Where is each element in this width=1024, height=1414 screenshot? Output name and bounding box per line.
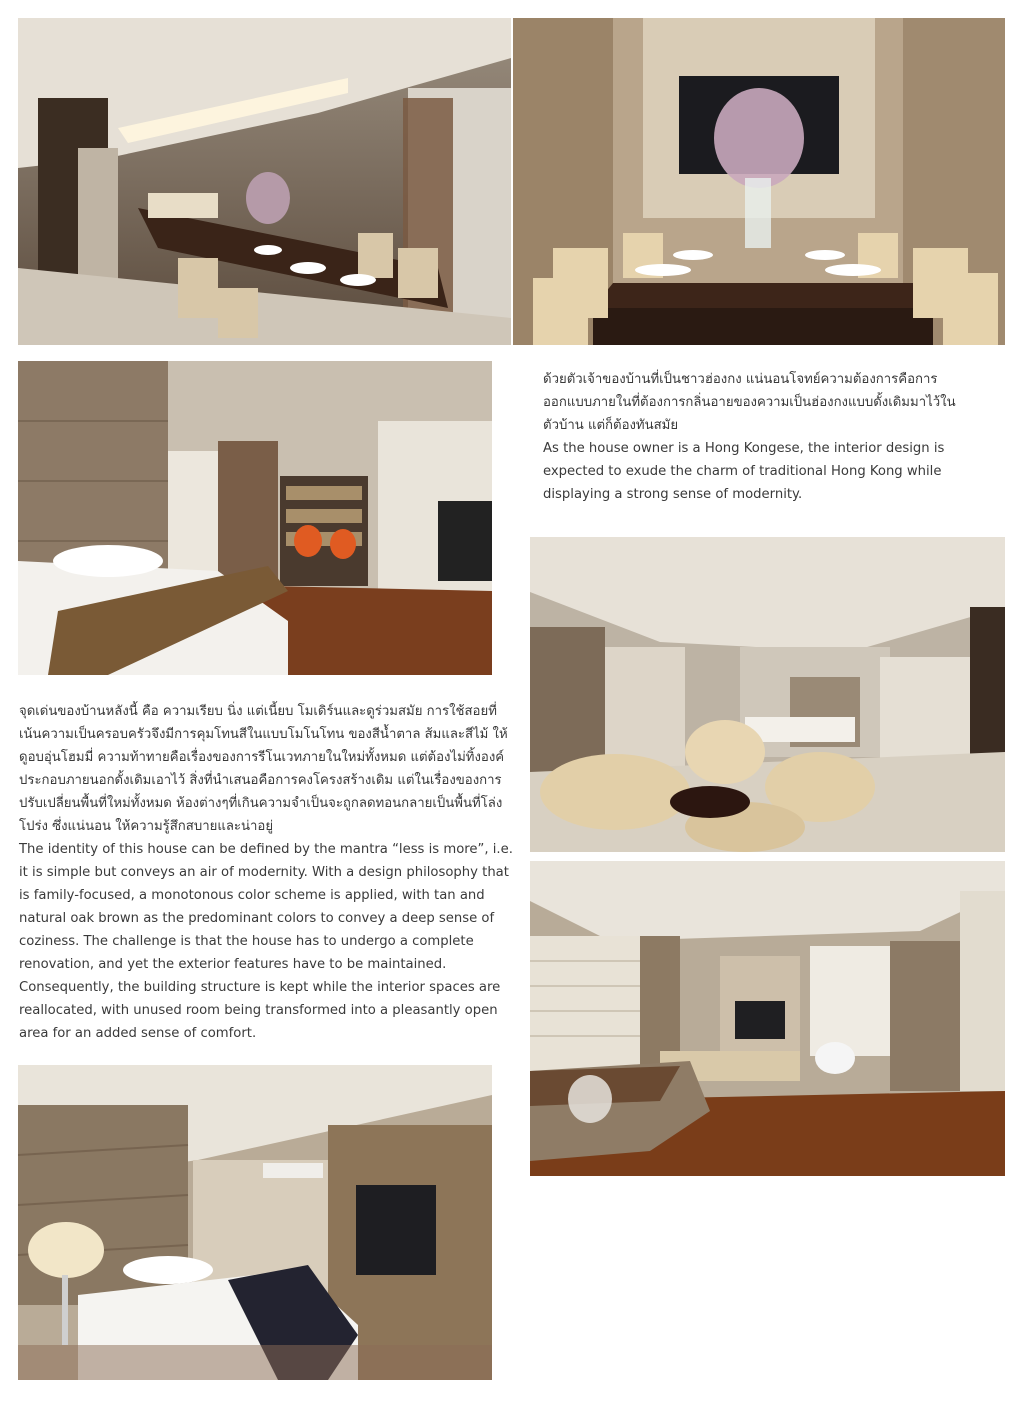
bedroom-study-photo — [530, 861, 1005, 1176]
dining-room-wide-photo — [18, 18, 511, 345]
master-bedroom-library-photo — [18, 361, 492, 675]
dining-table-tv-photo — [513, 18, 1005, 345]
guest-bedroom-photo — [18, 1065, 492, 1380]
intro-thai-paragraph: ด้วยตัวเจ้าของบ้านที่เป็นชาวฮ่องกง แน่นอนโจทย์ความต้องการคือการออกแบบภายในที่ต้องการกลิ่นอายของความเป็นฮ่องกงแบบดั้งเดิมมาไว้ในตัวบ้าน แต่ก็ต้องทันสมัย — [543, 372, 956, 433]
intro-english-paragraph: As the house owner is a Hong Kongese, the interior design is expected to exude the charm of traditional Hong Kong while displaying a strong sense of modernity. — [543, 441, 945, 502]
identity-text-block — [19, 700, 516, 1045]
identity-thai-paragraph: จุดเด่นของบ้านหลังนี้ คือ ความเรียบ นิ่ง แต่เนี้ยบ โมเดิร์นและดูร่วมสมัย การใช้สอยที่เน้นความเป็นครอบครัวจึงมีการคุมโทนสีในแบบโมโนโทน ของสีน้ำตาล ส้มและสีไม้ ให้ดูอบอุ่นโฮมมี่ ความท้าทายคือเรื่องของการรีโนเวทภายในใหม่ทั้งหมด แต่ต้องไม่ทิ้งองค์ประกอบภายนอกดั้งเดิมเอาไว้ สิ่งที่นำเสนอคือการคงโครงสร้างเดิม แต่ในเรื่องของการปรับเปลี่ยนพื้นที่ใหม่ทั้งหมด ห้องต่างๆที่เกินความจำเป็นจะถูกลดทอนกลายเป็นพื้นที่โล่ง โปร่ง ซึ่งแน่นอน ให้ความรู้สึกสบายและน่าอยู่ — [19, 704, 508, 834]
living-lounge-photo — [530, 537, 1005, 852]
identity-english-paragraph: The identity of this house can be defined by the mantra “less is more”, i.e. it is simple but conveys an air of modernity. With a design philosophy that is family-focused, a monotonous color scheme is applied, with tan and natural oak brown as the predominant colors to convey a deep sense of coziness. The challenge is that the house has to undergo a complete renovation, and yet the exterior features have to be maintained. Consequently, the building structure is kept while the interior spaces are reallocated, with unused room being transformed into a pleasantly open area for an added sense of comfort. — [19, 842, 513, 1041]
intro-text-block — [543, 368, 963, 506]
